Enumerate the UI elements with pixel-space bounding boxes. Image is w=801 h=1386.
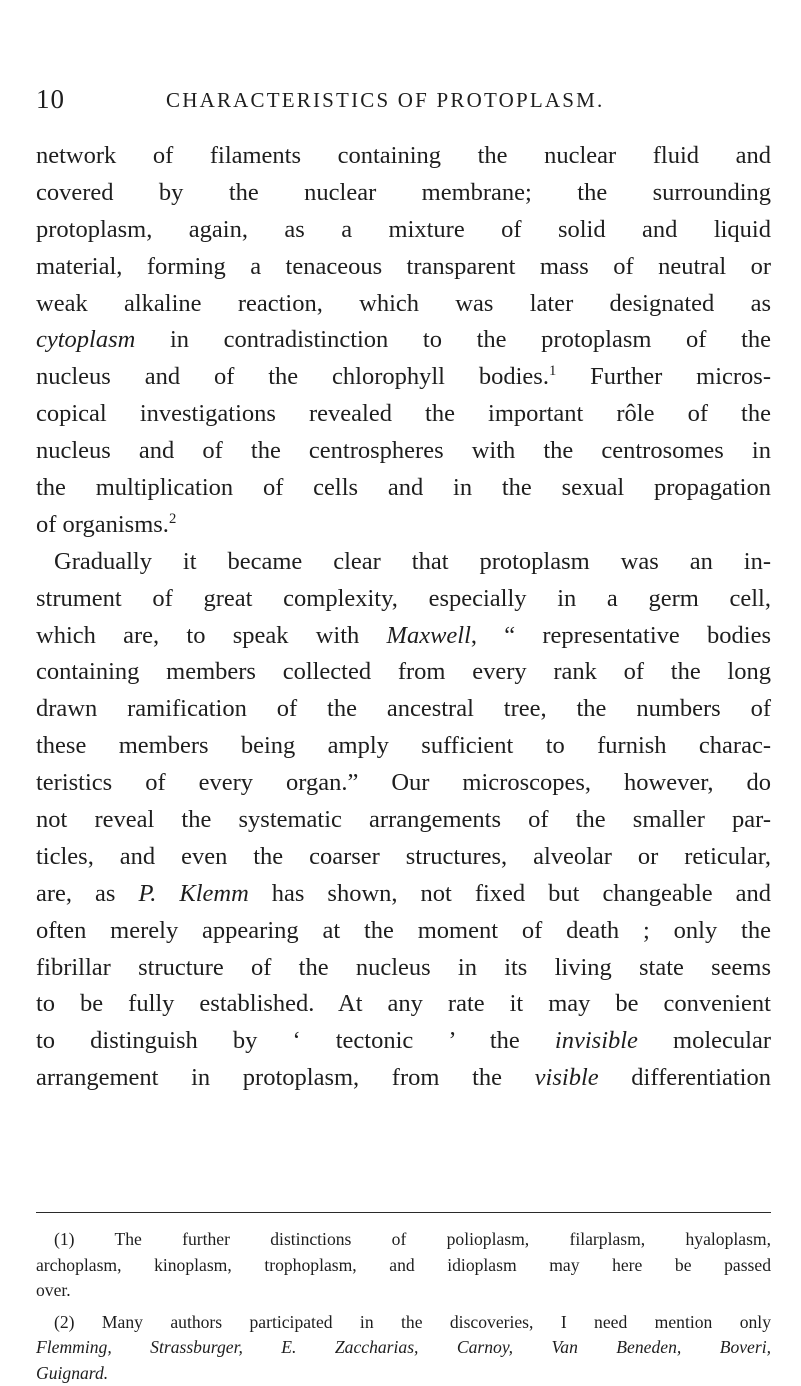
text-line: to be fully established. At any rate it may be convenient: [36, 986, 771, 1023]
footnote-2-line: Flemming, Strassburger, E. Zaccharias, Carnoy, Van Beneden, Boveri,: [36, 1335, 771, 1361]
footnotes: [36, 1227, 771, 1386]
text-line: weak alkaline reaction, which was later designated as: [36, 286, 771, 323]
footnote-divider: [36, 1212, 771, 1213]
italic-term-cytoplasm: cytoplasm: [36, 326, 135, 353]
footnote-2-line: Guignard.: [36, 1361, 771, 1386]
footnote-1-line: (1) The further distinctions of polioplasm, filarplasm, hyaloplasm,: [36, 1227, 771, 1253]
text-line: copical investigations revealed the important rôle of the: [36, 396, 771, 433]
text-line: the multiplication of cells and in the sexual propagation: [36, 470, 771, 507]
page: [36, 0, 771, 1336]
text-line: to distinguish by ‘ tectonic ’ the invisible molecular: [36, 1023, 771, 1060]
text-line: network of filaments containing the nuclear fluid and: [36, 138, 771, 175]
text-line: these members being amply sufficient to furnish charac-: [36, 728, 771, 765]
text-line: cytoplasm in contradistinction to the protoplasm of the: [36, 322, 771, 359]
text-line: drawn ramification of the ancestral tree, the numbers of: [36, 691, 771, 728]
italic-term-visible: visible: [535, 1064, 599, 1091]
italic-name-klemm: P. Klemm: [138, 880, 248, 907]
body-text: [36, 138, 771, 1097]
running-head: [36, 84, 771, 116]
text-line: fibrillar structure of the nucleus in its living state seems: [36, 950, 771, 987]
text-line: containing members collected from every rank of the long: [36, 654, 771, 691]
text-line: nucleus and of the centrospheres with the centrosomes in: [36, 433, 771, 470]
text-line: are, as P. Klemm has shown, not fixed but changeable and: [36, 876, 771, 913]
text-line: not reveal the systematic arrangements of the smaller par-: [36, 802, 771, 839]
italic-name-maxwell: Maxwell: [387, 622, 471, 649]
text-line: protoplasm, again, as a mixture of solid and liquid: [36, 212, 771, 249]
footnote-1-line: archoplasm, kinoplasm, trophoplasm, and idioplasm may here be passed: [36, 1253, 771, 1279]
text-line: Gradually it became clear that protoplasm was an in-: [36, 544, 771, 581]
italic-term-invisible: invisible: [555, 1027, 638, 1054]
text-line: often merely appearing at the moment of death ; only the: [36, 913, 771, 950]
footnote-1-line: over.: [36, 1278, 771, 1304]
text-line: ticles, and even the coarser structures, alveolar or reticular,: [36, 839, 771, 876]
running-title: CHARACTERISTICS OF PROTOPLASM.: [166, 88, 604, 113]
page-number: 10: [36, 84, 65, 115]
text-line: of organisms.$^2$: [36, 507, 771, 544]
text-line: material, forming a tenaceous transparent mass of neutral or: [36, 249, 771, 286]
footnote-ref-2: 2: [169, 511, 176, 527]
footnote-2-line: (2) Many authors participated in the discoveries, I need mention only: [36, 1310, 771, 1336]
footnote-ref-1: 1: [549, 363, 556, 379]
text-line: arrangement in protoplasm, from the visible differentiation: [36, 1060, 771, 1097]
text-line: which are, to speak with Maxwell, “ representative bodies: [36, 618, 771, 655]
text-line: teristics of every organ.” Our microscopes, however, do: [36, 765, 771, 802]
text-line: covered by the nuclear membrane; the surrounding: [36, 175, 771, 212]
text-line: nucleus and of the chlorophyll bodies.$^1$ Further micros-: [36, 359, 771, 396]
text-line: strument of great complexity, especially in a germ cell,: [36, 581, 771, 618]
